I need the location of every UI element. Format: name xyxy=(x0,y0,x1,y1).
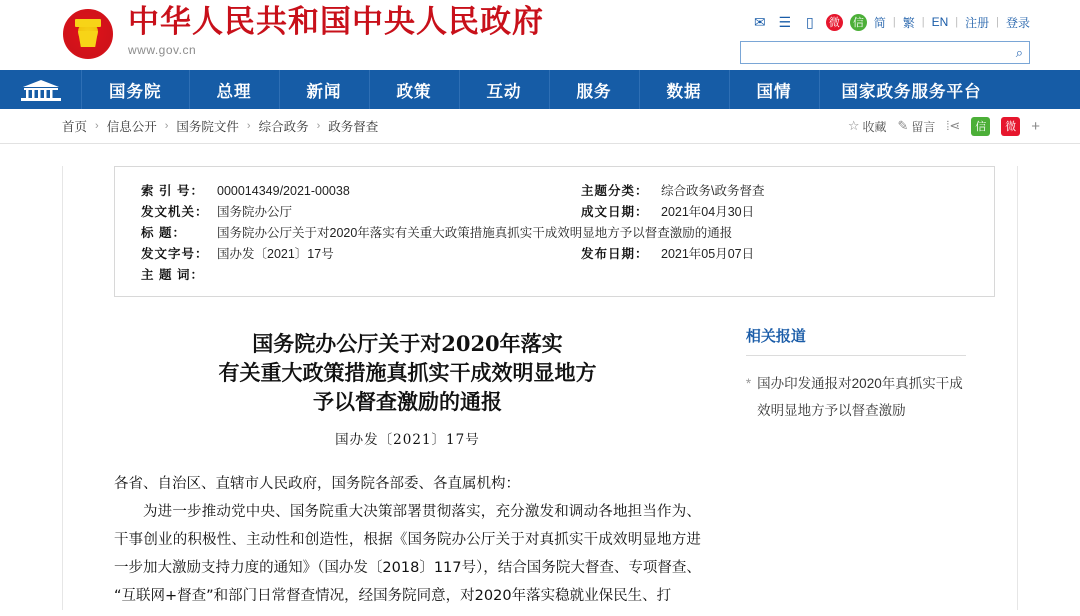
pencil-icon: ✎ xyxy=(897,118,909,133)
metadata-row xyxy=(141,202,968,222)
site-identity xyxy=(128,4,544,57)
weibo-icon[interactable]: 微 xyxy=(826,14,843,31)
search-icon[interactable]: ⌕ xyxy=(1015,44,1023,60)
favorite-button[interactable] xyxy=(848,118,887,135)
document-paragraph-1: 各省、自治区、直辖市人民政府，国务院各部委、各直属机构： xyxy=(114,476,520,492)
weibo-share-icon[interactable]: 微 xyxy=(1001,117,1020,136)
lang-traditional-link[interactable]: 繁 xyxy=(902,15,915,30)
list-item[interactable] xyxy=(746,370,966,424)
metadata-label-index: 索 引 号： xyxy=(141,184,204,198)
wechat-icon[interactable]: 信 xyxy=(850,14,867,31)
breadcrumb-item-home[interactable]: 首页 xyxy=(62,120,88,134)
related-news-panel xyxy=(746,315,966,610)
metadata-row xyxy=(141,181,968,201)
nav-item-shuju[interactable]: 数据 xyxy=(640,70,730,109)
nav-item-zhengce[interactable]: 政策 xyxy=(370,70,460,109)
header-utilities xyxy=(740,10,1030,64)
nav-item-hudong[interactable]: 互动 xyxy=(460,70,550,109)
metadata-label-written-date: 成文日期： xyxy=(581,205,649,219)
share-button[interactable] xyxy=(946,118,960,134)
nav-item-zongli[interactable]: 总理 xyxy=(190,70,280,109)
doc-title-line3: 予以督查激励的通报 xyxy=(312,389,502,414)
message-button[interactable] xyxy=(898,118,936,135)
doc-title-line1: 国务院办公厅关于对2020年落实 xyxy=(252,331,563,356)
document-paragraph-2: 为进一步推动党中央、国务院重大决策部署贯彻落实，充分激发和调动各地担当作为、干事创业的积极性、主动性和创造性，根据《国务院办公厅关于对真抓实干成效明显地方进一步加大激励支持力度的通知》（国办发〔2018〕117号），结合国务院大督查、专项督查、“互联网+督查”和部门日常督查情况，经国务院同意，对2020年落实稳就业保民生、打 xyxy=(114,504,701,604)
search-input[interactable] xyxy=(747,45,1012,61)
breadcrumb-item-general-affairs[interactable]: 综合政务 xyxy=(258,120,309,134)
nav-item-fuwu[interactable]: 服务 xyxy=(550,70,640,109)
right-rule xyxy=(1017,166,1018,610)
lang-english-link[interactable]: EN xyxy=(931,15,949,29)
breadcrumb-separator: › xyxy=(246,120,251,132)
metadata-value-docnumber: 国办发〔2021〕17号 xyxy=(217,247,334,261)
divider: | xyxy=(955,16,959,28)
main-navigation xyxy=(0,70,1080,109)
nav-item-xinwen[interactable]: 新闻 xyxy=(280,70,370,109)
divider: | xyxy=(892,16,896,28)
site-header xyxy=(0,0,1080,70)
document-body-area xyxy=(114,315,966,610)
wechat-share-icon[interactable]: 信 xyxy=(971,117,990,136)
metadata-value-issuer: 国务院办公厅 xyxy=(217,205,293,219)
login-link[interactable]: 登录 xyxy=(1005,15,1030,30)
lang-simplified-link[interactable]: 简 xyxy=(873,15,886,30)
message-label: 留言 xyxy=(911,119,936,134)
page-title xyxy=(114,329,701,416)
search-box[interactable] xyxy=(740,41,1030,64)
share-icon: ⦙⋖ xyxy=(946,118,961,133)
metadata-value-index: 000014349/2021-00038 xyxy=(217,184,350,198)
metadata-row xyxy=(141,265,968,285)
star-icon: ☆ xyxy=(847,118,860,133)
metadata-value-title: 国务院办公厅关于对2020年落实有关重大政策措施真抓实干成效明显地方予以督查激励的通报 xyxy=(217,226,733,240)
bullet-icon: * xyxy=(745,376,752,391)
mobile-icon[interactable]: ▯ xyxy=(805,13,814,30)
metadata-label-publish-date: 发布日期： xyxy=(581,247,649,261)
metadata-value-publish-date: 2021年05月07日 xyxy=(661,247,755,261)
metadata-value-written-date: 2021年04月30日 xyxy=(661,205,755,219)
site-url: www.gov.cn xyxy=(128,43,197,57)
favorite-label: 收藏 xyxy=(862,119,887,134)
national-emblem-icon xyxy=(62,8,114,60)
metadata-row xyxy=(141,223,968,243)
comment-icon[interactable]: ☰ xyxy=(778,13,792,30)
document-metadata-table xyxy=(114,166,995,297)
related-news-heading: 相关报道 xyxy=(746,325,966,356)
metadata-label-keywords: 主 题 词： xyxy=(141,268,204,282)
breadcrumb-item-state-council-docs[interactable]: 国务院文件 xyxy=(176,120,239,134)
doc-title-line2: 有关重大政策措施真抓实干成效明显地方 xyxy=(218,360,597,385)
metadata-value-category: 综合政务\政务督查 xyxy=(661,184,765,198)
breadcrumb-item-supervision[interactable]: 政务督查 xyxy=(328,120,379,134)
metadata-label-title: 标 题： xyxy=(141,226,186,240)
related-news-list xyxy=(746,370,966,424)
site-title: 中华人民共和国中央人民政府 xyxy=(128,4,544,40)
page-content xyxy=(0,166,1080,610)
breadcrumb-separator: › xyxy=(95,120,99,132)
divider: | xyxy=(921,16,925,28)
nav-item-guoqing[interactable]: 国情 xyxy=(730,70,820,109)
breadcrumb-separator: › xyxy=(316,120,321,132)
page-tools xyxy=(848,117,1040,136)
metadata-label-docnumber: 发文字号： xyxy=(141,247,209,261)
register-link[interactable]: 注册 xyxy=(965,15,990,30)
breadcrumb-item-info-disclosure[interactable]: 信息公开 xyxy=(106,120,157,134)
metadata-row xyxy=(141,244,968,264)
document-number: 国办发〔2021〕17号 xyxy=(335,432,480,448)
divider: | xyxy=(996,16,999,28)
document-text xyxy=(114,470,701,610)
document-main xyxy=(114,315,701,610)
gov-building-icon xyxy=(19,77,63,103)
breadcrumb-separator: › xyxy=(164,120,169,132)
metadata-label-category: 主题分类： xyxy=(581,184,649,198)
metadata-label-issuer: 发文机关： xyxy=(141,205,209,219)
breadcrumb-bar xyxy=(0,109,1080,144)
mail-icon[interactable]: ✉ xyxy=(753,13,766,30)
nav-home-icon[interactable] xyxy=(0,70,82,109)
nav-item-guowuyuan[interactable]: 国务院 xyxy=(82,70,190,109)
breadcrumb xyxy=(62,117,378,135)
left-rule xyxy=(62,166,63,610)
related-news-link[interactable]: 国办印发通报对2020年真抓实干成效明显地方予以督查激励 xyxy=(757,376,963,418)
nav-item-zhengwu-platform[interactable]: 国家政务服务平台 xyxy=(841,81,982,101)
more-share-icon[interactable]: + xyxy=(1031,117,1040,135)
